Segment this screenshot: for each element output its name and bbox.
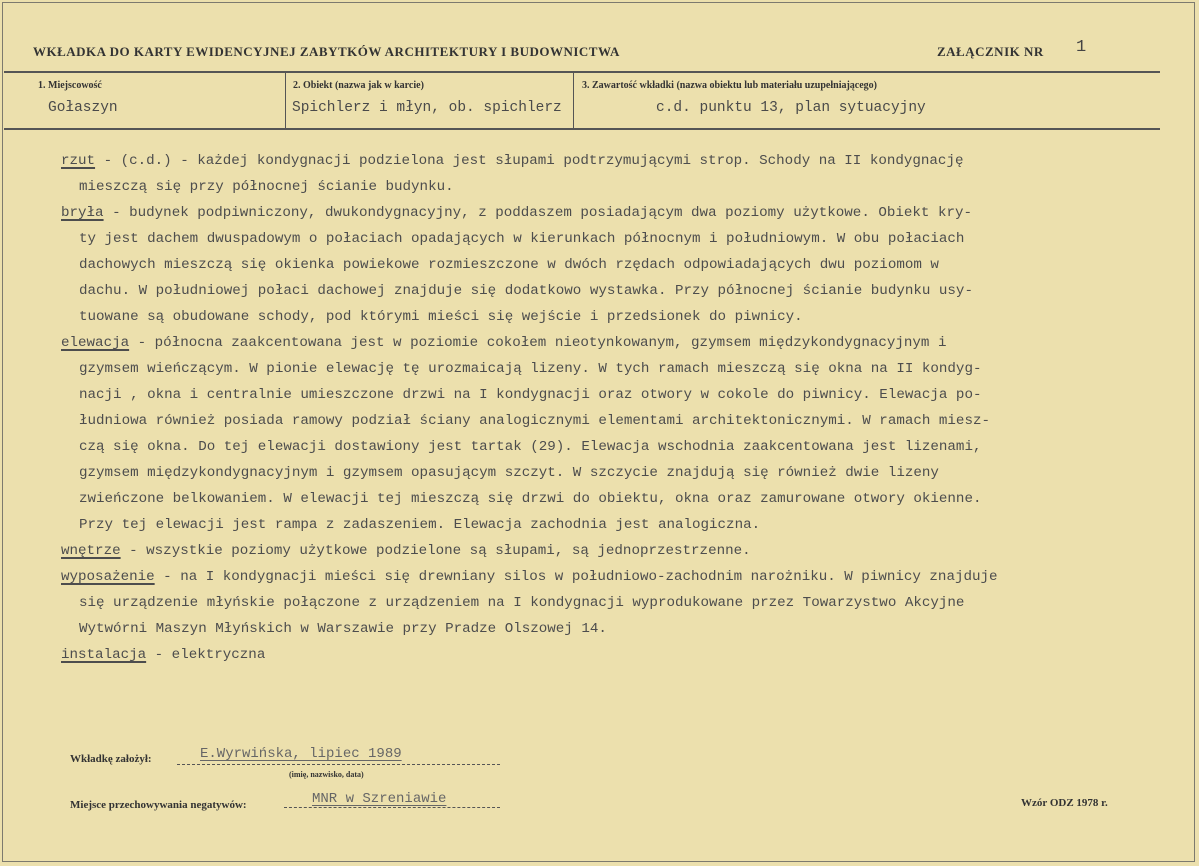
negatives-value: MNR w Szreniawie bbox=[312, 791, 447, 807]
text-line: zwieńczone belkowaniem. W elewacji tej mieszczą się drzwi do obiektu, okna oraz zamurowane otwory okienne. bbox=[79, 491, 982, 507]
text-line: ty jest dachem dwuspadowym o połaciach opadających w kierunkach północnym i południowym. W obu połaciach bbox=[79, 231, 965, 247]
section-instalacja bbox=[61, 642, 1151, 668]
term-bryla: bryła bbox=[61, 205, 104, 221]
object-value: Spichlerz i młyn, ob. spichlerz bbox=[292, 100, 562, 116]
text-line: mieszczą się przy północnej ścianie budynku. bbox=[79, 179, 454, 195]
founder-value: E.Wyrwińska, lipiec 1989 bbox=[200, 746, 402, 762]
section-wyposazenie bbox=[61, 564, 1151, 642]
locality-label: 1. Miejscowość bbox=[38, 80, 102, 91]
text-line: czą się okna. Do tej elewacji dostawiony jest tartak (29). Elewacja wschodnia zaakcentowana jest lizenami, bbox=[79, 439, 982, 455]
text-line: - północna zaakcentowana jest w poziomie cokołem nieotynkowanym, gzymsem międzykondygnacyjnym i bbox=[129, 335, 947, 351]
header-rule-bottom bbox=[4, 128, 1160, 130]
section-wnetrze bbox=[61, 538, 1151, 564]
annex-number: 1 bbox=[1076, 38, 1087, 57]
description-body bbox=[61, 148, 1151, 668]
term-wnetrze: wnętrze bbox=[61, 543, 121, 559]
form-version: Wzór ODZ 1978 r. bbox=[1021, 797, 1108, 809]
text-line: - na I kondygnacji mieści się drewniany silos w południowo-zachodnim narożniku. W piwnicy znajduje bbox=[154, 569, 998, 585]
document-title: WKŁADKA DO KARTY EWIDENCYJNEJ ZABYTKÓW ARCHITEKTURY I BUDOWNICTWA bbox=[33, 44, 620, 59]
term-wyposazenie: wyposażenie bbox=[61, 569, 155, 585]
term-rzut: rzut bbox=[61, 153, 96, 169]
text-line: - budynek podpiwniczony, dwukondygnacyjny, z poddaszem posiadającym dwa poziomy użytkowe. Obiekt kry- bbox=[103, 205, 972, 221]
contents-label: 3. Zawartość wkładki (nazwa obiektu lub materiału uzupełniającego) bbox=[582, 80, 878, 91]
text-line: się urządzenie młyńskie połączone z urządzeniem na I kondygnacji wyprodukowane przez Towarzystwo Akcyjne bbox=[79, 595, 965, 611]
term-elewacja: elewacja bbox=[61, 335, 130, 351]
section-bryla bbox=[61, 200, 1151, 330]
founder-line bbox=[177, 764, 500, 765]
text-line: Przy tej elewacji jest rampa z zadaszeniem. Elewacja zachodnia jest analogiczna. bbox=[79, 517, 761, 533]
annex-label: ZAŁĄCZNIK NR bbox=[937, 44, 1044, 59]
text-line: dachu. W południowej połaci dachowej znajduje się dodatkowo wystawka. Przy północnej ścianie budynku usy- bbox=[79, 283, 973, 299]
text-line: łudniowa również posiada ramowy podział ściany analogicznymi elementami architektonicznymi. W ramach miesz- bbox=[79, 413, 990, 429]
field-divider-1 bbox=[285, 72, 286, 128]
text-line: nacji , okna i centralnie umieszczone drzwi na I kondygnacji oraz otwory w cokole do piwnicy. Elewacja po- bbox=[79, 387, 982, 403]
locality-value: Gołaszyn bbox=[48, 100, 118, 116]
negatives-line bbox=[284, 807, 500, 808]
text-line: Wytwórni Maszyn Młyńskich w Warszawie przy Pradze Olszowej 14. bbox=[79, 621, 607, 637]
object-label: 2. Obiekt (nazwa jak w karcie) bbox=[293, 80, 424, 91]
founder-sub-label: (imię, nazwisko, data) bbox=[289, 770, 364, 779]
text-line: dachowych mieszczą się okienka powiekowe rozmieszczone w dwóch rzędach odpowiadających dwu poziomom w bbox=[79, 257, 939, 273]
text-line: gzymsem międzykondygnacyjnym i gzymsem opasującym szczyt. W szczycie znajdują się również dwie lizeny bbox=[79, 465, 939, 481]
term-instalacja: instalacja bbox=[61, 647, 147, 663]
text-line: gzymsem wieńczącym. W pionie elewację tę urozmaicają lizeny. W tych ramach mieszczą się okna na II kondyg- bbox=[79, 361, 982, 377]
founder-label: Wkładkę założył: bbox=[70, 753, 152, 765]
negatives-label: Miejsce przechowywania negatywów: bbox=[70, 799, 247, 811]
text-line: tuowane są obudowane schody, pod którymi mieści się wejście i przedsionek do piwnicy. bbox=[79, 309, 803, 325]
field-divider-2 bbox=[573, 72, 574, 128]
section-elewacja bbox=[61, 330, 1151, 538]
section-rzut bbox=[61, 148, 1151, 200]
contents-value: c.d. punktu 13, plan sytuacyjny bbox=[656, 100, 926, 116]
header-rule-top bbox=[4, 71, 1160, 73]
text-line: - (c.d.) - każdej kondygnacji podzielona jest słupami podtrzymującymi strop. Schody na II kondygnację bbox=[95, 153, 964, 169]
text-line: - wszystkie poziomy użytkowe podzielone są słupami, są jednoprzestrzenne. bbox=[120, 543, 751, 559]
text-line: - elektryczna bbox=[146, 647, 266, 663]
